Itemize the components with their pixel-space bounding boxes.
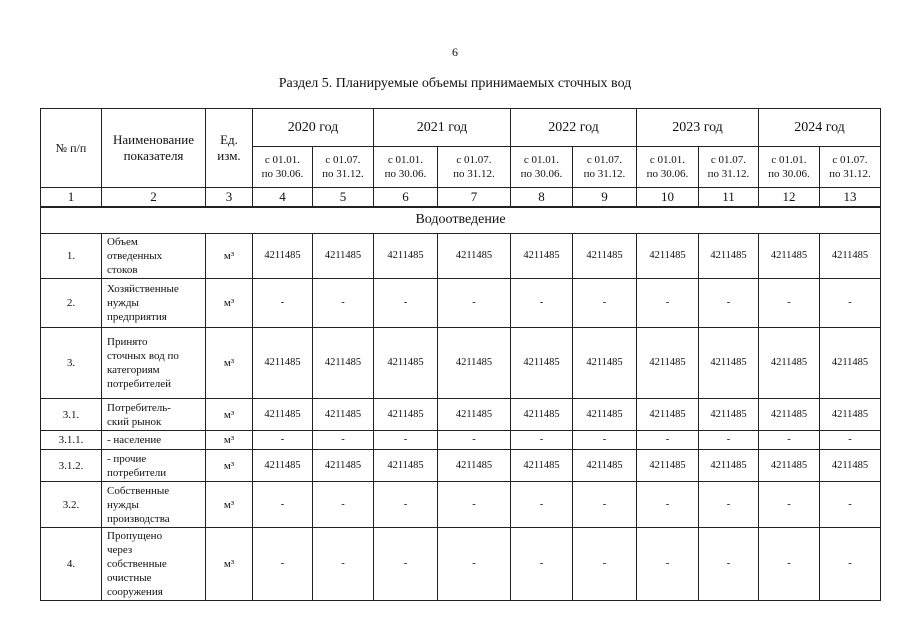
row-number: 1. <box>41 234 102 279</box>
column-number: 6 <box>374 188 438 207</box>
row-indicator-name: Пропущено через собственные очистные сооружения <box>102 528 206 601</box>
row-value: - <box>374 528 438 601</box>
row-value: - <box>820 431 881 450</box>
column-number: 13 <box>820 188 881 207</box>
row-unit: м³ <box>206 399 253 431</box>
row-value: 4211485 <box>759 328 820 399</box>
row-number: 3. <box>41 328 102 399</box>
row-value: - <box>820 528 881 601</box>
column-number: 12 <box>759 188 820 207</box>
row-value: - <box>573 431 637 450</box>
row-value: - <box>313 431 374 450</box>
row-value: 4211485 <box>699 450 759 482</box>
header-year: 2023 год <box>637 109 759 147</box>
header-period <box>573 147 637 188</box>
row-value: 4211485 <box>699 399 759 431</box>
row-value: 4211485 <box>438 450 511 482</box>
period-from: с 01.07. <box>832 154 868 166</box>
row-value: - <box>637 279 699 328</box>
row-unit: м³ <box>206 528 253 601</box>
row-value: 4211485 <box>759 450 820 482</box>
row-value: - <box>438 431 511 450</box>
column-number: 8 <box>511 188 573 207</box>
period-to: по 31.12. <box>322 168 364 180</box>
row-value: 4211485 <box>573 234 637 279</box>
header-unit: Ед. изм. <box>206 109 253 188</box>
period-from: с 01.01. <box>523 154 560 166</box>
row-value: 4211485 <box>637 234 699 279</box>
row-value: - <box>759 279 820 328</box>
table-body <box>41 207 881 601</box>
period-from: с 01.01. <box>649 154 686 166</box>
column-numbers-row <box>41 188 881 207</box>
row-value: - <box>511 482 573 528</box>
table-row <box>41 450 881 482</box>
row-value: 4211485 <box>313 328 374 399</box>
row-value: - <box>759 528 820 601</box>
page-number: 6 <box>452 45 458 59</box>
row-value: - <box>374 482 438 528</box>
column-number: 3 <box>206 188 253 207</box>
row-unit: м³ <box>206 279 253 328</box>
row-value: 4211485 <box>374 328 438 399</box>
column-number: 9 <box>573 188 637 207</box>
row-number: 3.1.2. <box>41 450 102 482</box>
row-indicator-name: Хозяйственные нужды предприятия <box>102 279 206 328</box>
row-value: 4211485 <box>759 234 820 279</box>
section-heading: Водоотведение <box>41 207 881 234</box>
period-from: с 01.01. <box>771 154 807 166</box>
row-indicator-name: Объем отведенных стоков <box>102 234 206 279</box>
row-value: - <box>511 528 573 601</box>
row-value: - <box>511 279 573 328</box>
period-from: с 01.07. <box>325 154 361 166</box>
row-value: 4211485 <box>438 328 511 399</box>
row-value: - <box>253 528 313 601</box>
row-value: 4211485 <box>820 328 881 399</box>
row-value: 4211485 <box>438 399 511 431</box>
row-indicator-name: Принято сточных вод по категориям потребителей <box>102 328 206 399</box>
row-number: 3.1.1. <box>41 431 102 450</box>
header-year: 2021 год <box>374 109 511 147</box>
row-unit: м³ <box>206 450 253 482</box>
row-value: 4211485 <box>573 399 637 431</box>
header-period <box>313 147 374 188</box>
row-value: 4211485 <box>374 450 438 482</box>
table-row <box>41 328 881 399</box>
row-value: - <box>374 431 438 450</box>
row-value: 4211485 <box>699 234 759 279</box>
header-period <box>699 147 759 188</box>
row-value: 4211485 <box>374 234 438 279</box>
row-value: 4211485 <box>637 399 699 431</box>
table-row <box>41 431 881 450</box>
header-year: 2024 год <box>759 109 881 147</box>
row-value: - <box>511 431 573 450</box>
period-to: по 31.12. <box>829 168 871 180</box>
row-unit: м³ <box>206 234 253 279</box>
table-row <box>41 279 881 328</box>
row-value: - <box>637 431 699 450</box>
row-value: - <box>820 482 881 528</box>
row-value: - <box>438 279 511 328</box>
header-period <box>820 147 881 188</box>
row-unit: м³ <box>206 328 253 399</box>
row-value: 4211485 <box>253 450 313 482</box>
column-number: 2 <box>102 188 206 207</box>
header-period <box>253 147 313 188</box>
row-value: 4211485 <box>511 234 573 279</box>
row-value: 4211485 <box>573 328 637 399</box>
row-indicator-name: Потребитель- ский рынок <box>102 399 206 431</box>
row-value: 4211485 <box>313 399 374 431</box>
row-indicator-name: - население <box>102 431 206 450</box>
wastewater-volumes-table <box>40 108 881 601</box>
header-period <box>438 147 511 188</box>
row-value: - <box>699 528 759 601</box>
column-number: 7 <box>438 188 511 207</box>
header-year: 2022 год <box>511 109 637 147</box>
header-row-years <box>41 109 881 147</box>
row-value: 4211485 <box>374 399 438 431</box>
row-value: - <box>253 431 313 450</box>
row-value: - <box>699 431 759 450</box>
row-number: 2. <box>41 279 102 328</box>
table-row <box>41 399 881 431</box>
column-number: 1 <box>41 188 102 207</box>
row-value: - <box>313 482 374 528</box>
period-from: с 01.01. <box>387 154 424 166</box>
column-number: 10 <box>637 188 699 207</box>
row-number: 3.1. <box>41 399 102 431</box>
row-value: - <box>573 279 637 328</box>
period-from: с 01.07. <box>586 154 623 166</box>
row-value: 4211485 <box>438 234 511 279</box>
row-value: - <box>438 528 511 601</box>
period-from: с 01.07. <box>456 154 492 166</box>
row-value: - <box>637 528 699 601</box>
section-row <box>41 207 881 234</box>
row-value: - <box>313 279 374 328</box>
row-indicator-name: - прочие потребители <box>102 450 206 482</box>
row-value: 4211485 <box>511 328 573 399</box>
period-to: по 30.06. <box>520 168 563 180</box>
row-value: 4211485 <box>313 450 374 482</box>
row-value: 4211485 <box>637 328 699 399</box>
row-number: 4. <box>41 528 102 601</box>
row-value: 4211485 <box>820 450 881 482</box>
table-row <box>41 234 881 279</box>
row-number: 3.2. <box>41 482 102 528</box>
header-period <box>759 147 820 188</box>
period-from: с 01.07. <box>710 154 747 166</box>
row-unit: м³ <box>206 482 253 528</box>
row-value: - <box>820 279 881 328</box>
row-value: 4211485 <box>511 450 573 482</box>
column-number: 11 <box>699 188 759 207</box>
row-value: - <box>573 482 637 528</box>
row-unit: м³ <box>206 431 253 450</box>
header-period <box>374 147 438 188</box>
row-value: 4211485 <box>699 328 759 399</box>
period-from: с 01.01. <box>264 154 301 166</box>
row-value: - <box>699 482 759 528</box>
period-to: по 30.06. <box>646 168 689 180</box>
row-value: - <box>637 482 699 528</box>
column-number: 5 <box>313 188 374 207</box>
header-number: № п/п <box>41 109 102 188</box>
period-to: по 31.12. <box>707 168 750 180</box>
row-value: 4211485 <box>820 234 881 279</box>
row-value: 4211485 <box>253 328 313 399</box>
header-period <box>511 147 573 188</box>
row-indicator-name: Собственные нужды производства <box>102 482 206 528</box>
row-value: - <box>253 482 313 528</box>
row-value: - <box>253 279 313 328</box>
row-value: 4211485 <box>637 450 699 482</box>
period-to: по 30.06. <box>384 168 427 180</box>
row-value: 4211485 <box>820 399 881 431</box>
period-to: по 31.12. <box>453 168 495 180</box>
row-value: - <box>313 528 374 601</box>
row-value: - <box>438 482 511 528</box>
row-value: 4211485 <box>253 234 313 279</box>
period-to: по 30.06. <box>261 168 304 180</box>
row-value: 4211485 <box>573 450 637 482</box>
header-indicator-name: Наименование показателя <box>102 109 206 188</box>
row-value: - <box>573 528 637 601</box>
section-title: Раздел 5. Планируемые объемы принимаемых сточных вод <box>278 76 632 91</box>
row-value: - <box>759 482 820 528</box>
row-value: 4211485 <box>759 399 820 431</box>
period-to: по 30.06. <box>768 168 810 180</box>
period-to: по 31.12. <box>583 168 626 180</box>
row-value: 4211485 <box>511 399 573 431</box>
table-header <box>41 109 881 207</box>
header-period <box>637 147 699 188</box>
row-value: 4211485 <box>253 399 313 431</box>
table-row <box>41 528 881 601</box>
row-value: - <box>374 279 438 328</box>
header-year: 2020 год <box>253 109 374 147</box>
table-row <box>41 482 881 528</box>
row-value: - <box>699 279 759 328</box>
column-number: 4 <box>253 188 313 207</box>
row-value: - <box>759 431 820 450</box>
row-value: 4211485 <box>313 234 374 279</box>
